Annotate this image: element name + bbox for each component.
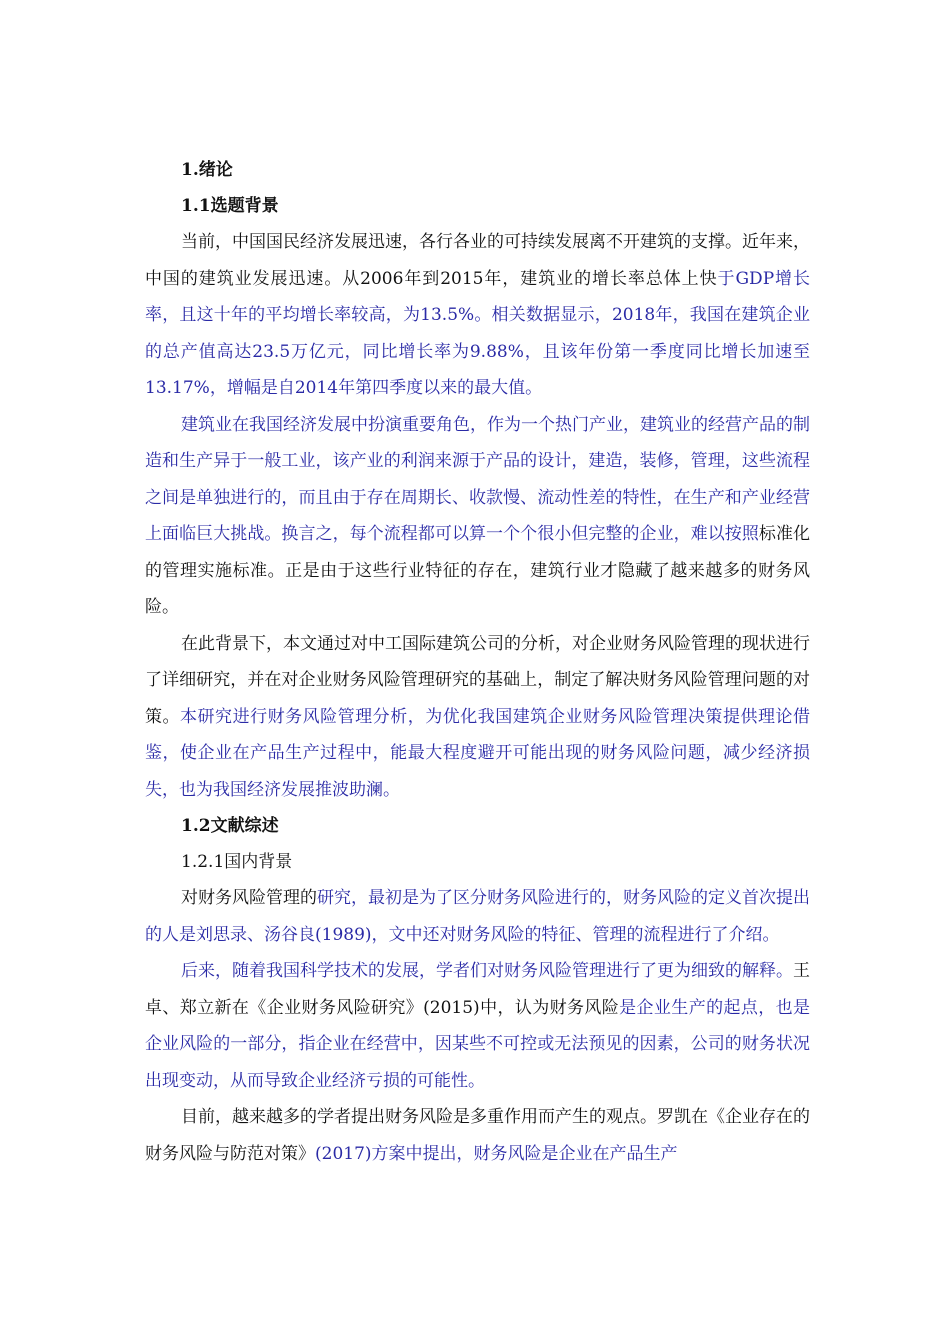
paragraph-text: 目前，越来越多的学者提出财务风险是多重作用而产生的观点。罗凯在《企业存在的财务风险与防范对策》 — [145, 1107, 810, 1164]
paragraph-literature-2 — [145, 953, 810, 1099]
paragraph-text: 标准化的管理实施标准。正是由于这些行业特征的存在，建筑行业才隐藏了越来越多的财务风险。 — [145, 524, 811, 617]
paragraph-text-highlighted: 本研究进行财务风险管理分析，为优化我国建筑企业财务风险管理决策提供理论借鉴，使企业在产品生产过程中，能最大程度避开可能出现的财务风险问题，减少经济损失，也为我国经济发展推波助澜。 — [145, 706, 811, 800]
paragraph-text: 王卓、郑立新在《企业财务风险研究》(2015)中，认为财务风险 — [145, 961, 810, 1018]
paragraph-text-highlighted: 后来，随着我国科学技术的发展，学者们对财务风险管理进行了更为细致的解释。 — [181, 961, 793, 981]
paragraph-text-highlighted: 研究，最初是为了区分财务风险进行的，财务风险的定义首次提出的人是刘思录、汤谷良(1989)，文中还对财务风险的特征、管理的流程进行了介绍。 — [145, 888, 810, 945]
paragraph-text-highlighted: 是企业生产的起点，也是企业风险的一部分，指企业在经营中，因某些不可控或无法预见的因素，公司的财务状况出现变动，从而导致企业经济亏损的可能性。 — [145, 997, 811, 1091]
paragraph-literature-3 — [145, 1099, 810, 1172]
paragraph-text-highlighted: 建筑业在我国经济发展中扮演重要角色，作为一个热门产业，建筑业的经营产品的制造和生产异于一般工业，该产业的利润来源于产品的设计，建造，装修，管理，这些流程之间是单独进行的，而且由于存在周期长、收款慢、流动性差的特性，在生产和产业经营上面临巨大挑战。换言之，每个流程都可以算一个个很小但完整的企业，难以按照 — [145, 414, 810, 544]
subsection-heading-domestic: 1.2.1国内背景 — [181, 852, 293, 872]
paragraph-text: 当前，中国国民经济发展迅速，各行各业的可持续发展离不开建筑的支撑。近年来，中国的建筑业发展迅速。从2006年到2015年，建筑业的增长率总体上快 — [145, 232, 810, 289]
paragraph-text-highlighted: 于GDP增长率，且这十年的平均增长率较高，为13.5%。相关数据显示，2018年，我国在建筑企业的总产值高达23.5万亿元，同比增长率为9.88%，且该年份第一季度同比增长加速至13.17%，增幅是自2014年第四季度以来的最大值。 — [145, 268, 810, 398]
section-heading-background: 1.1选题背景 — [181, 196, 279, 216]
paragraph-background-3 — [145, 626, 810, 809]
paragraph-background-1 — [145, 224, 810, 407]
paragraph-background-2 — [145, 407, 810, 626]
paragraph-text: 对财务风险管理的 — [181, 888, 317, 908]
paragraph-literature-1 — [145, 880, 810, 953]
chapter-heading: 1.绪论 — [181, 160, 233, 180]
section-heading-literature: 1.2文献综述 — [181, 816, 279, 836]
document-body — [145, 152, 810, 1172]
paragraph-text: 在此背景下，本文通过对中工国际建筑公司的分析，对企业财务风险管理的现状进行了详细研究，并在对企业财务风险管理研究的基础上，制定了解决财务风险管理问题的对策。 — [145, 633, 810, 727]
paragraph-text-highlighted: (2017)方案中提出，财务风险是企业在产品生产 — [315, 1143, 678, 1164]
